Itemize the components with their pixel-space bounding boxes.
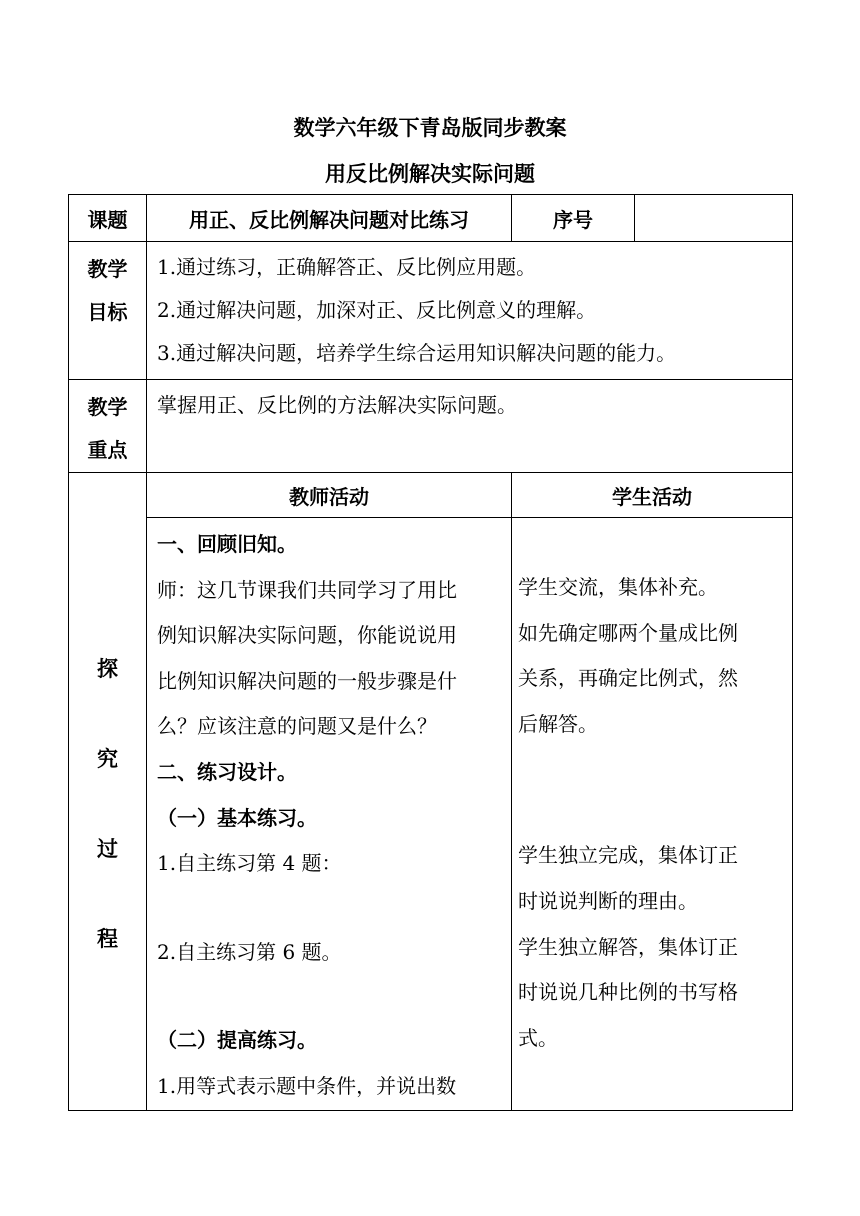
- activity-content-row: [69, 518, 793, 1111]
- student-line: 如先确定哪两个量成比例: [518, 620, 738, 645]
- lesson-plan-table: [68, 194, 793, 1111]
- student-line: 学生独立完成，集体订正: [518, 843, 738, 868]
- teacher-line: [157, 887, 505, 930]
- teacher-line: 1.自主练习第 4 题：: [157, 851, 342, 876]
- teacher-line: 师：这几节课我们共同学习了用比: [157, 577, 457, 602]
- process-label-char: 究: [97, 747, 118, 771]
- goal-item: 2.通过解决问题，加深对正、反比例意义的理解。: [157, 298, 597, 322]
- goals-label: [69, 242, 147, 380]
- teacher-line: 例知识解决实际问题，你能说说用: [157, 623, 457, 648]
- document-subtitle: 用反比例解决实际问题: [325, 162, 535, 186]
- teacher-line: [157, 975, 505, 1018]
- student-line: 时说说判断的理由。: [518, 888, 698, 913]
- key-label: [69, 380, 147, 473]
- teacher-line: 么？应该注意的问题又是什么？: [157, 714, 437, 739]
- teacher-line: 一、回顾旧知。: [157, 532, 297, 556]
- student-line: 时说说几种比例的书写格: [518, 980, 738, 1005]
- student-line: 式。: [518, 1025, 558, 1050]
- topic-row: [69, 195, 793, 242]
- process-label-char: 过: [97, 837, 118, 861]
- key-label-line-1: 教学: [87, 395, 128, 419]
- student-line: [518, 790, 786, 833]
- process-label-char: 程: [97, 927, 118, 951]
- student-line: 学生独立解答，集体订正: [518, 934, 738, 959]
- student-line: 学生交流，集体补充。: [518, 575, 718, 599]
- teacher-activity-content: [147, 518, 512, 1111]
- teacher-line: 比例知识解决问题的一般步骤是什: [157, 668, 457, 693]
- student-line: [518, 522, 786, 565]
- teacher-activity-header: 教师活动: [147, 473, 512, 518]
- goal-item: 1.通过练习，正确解答正、反比例应用题。: [157, 255, 537, 279]
- topic-value: 用正、反比例解决问题对比练习: [147, 195, 512, 242]
- key-content: [147, 380, 793, 473]
- seq-value: [635, 195, 793, 242]
- teacher-line: 1.用等式表示题中条件，并说出数: [157, 1073, 457, 1098]
- teacher-line: 二、练习设计。: [157, 759, 297, 784]
- student-activity-header: 学生活动: [512, 473, 793, 518]
- goals-label-line-2: 目标: [87, 300, 128, 324]
- key-text: 掌握用正、反比例的方法解决实际问题。: [157, 393, 517, 417]
- activity-header-row: [69, 473, 793, 518]
- process-label: [69, 473, 147, 1111]
- topic-label: 课题: [69, 195, 147, 242]
- process-label-char: 探: [97, 657, 118, 681]
- goals-content: [147, 242, 793, 380]
- key-label-line-2: 重点: [87, 438, 128, 462]
- student-line: 后解答。: [518, 711, 598, 736]
- goals-label-line-1: 教学: [87, 257, 128, 281]
- student-activity-content: [512, 518, 793, 1111]
- goal-item: 3.通过解决问题，培养学生综合运用知识解决问题的能力。: [157, 341, 677, 365]
- document-title: 数学六年级下青岛版同步教案: [293, 116, 567, 140]
- student-line: 关系，再确定比例式，然: [518, 666, 738, 691]
- key-row: [69, 380, 793, 473]
- teacher-line: （二）提高练习。: [157, 1028, 317, 1053]
- teacher-line: 2.自主练习第 6 题。: [157, 939, 342, 964]
- student-line: [518, 747, 786, 790]
- teacher-line: （一）基本练习。: [157, 805, 317, 830]
- seq-label: 序号: [512, 195, 635, 242]
- goals-row: [69, 242, 793, 380]
